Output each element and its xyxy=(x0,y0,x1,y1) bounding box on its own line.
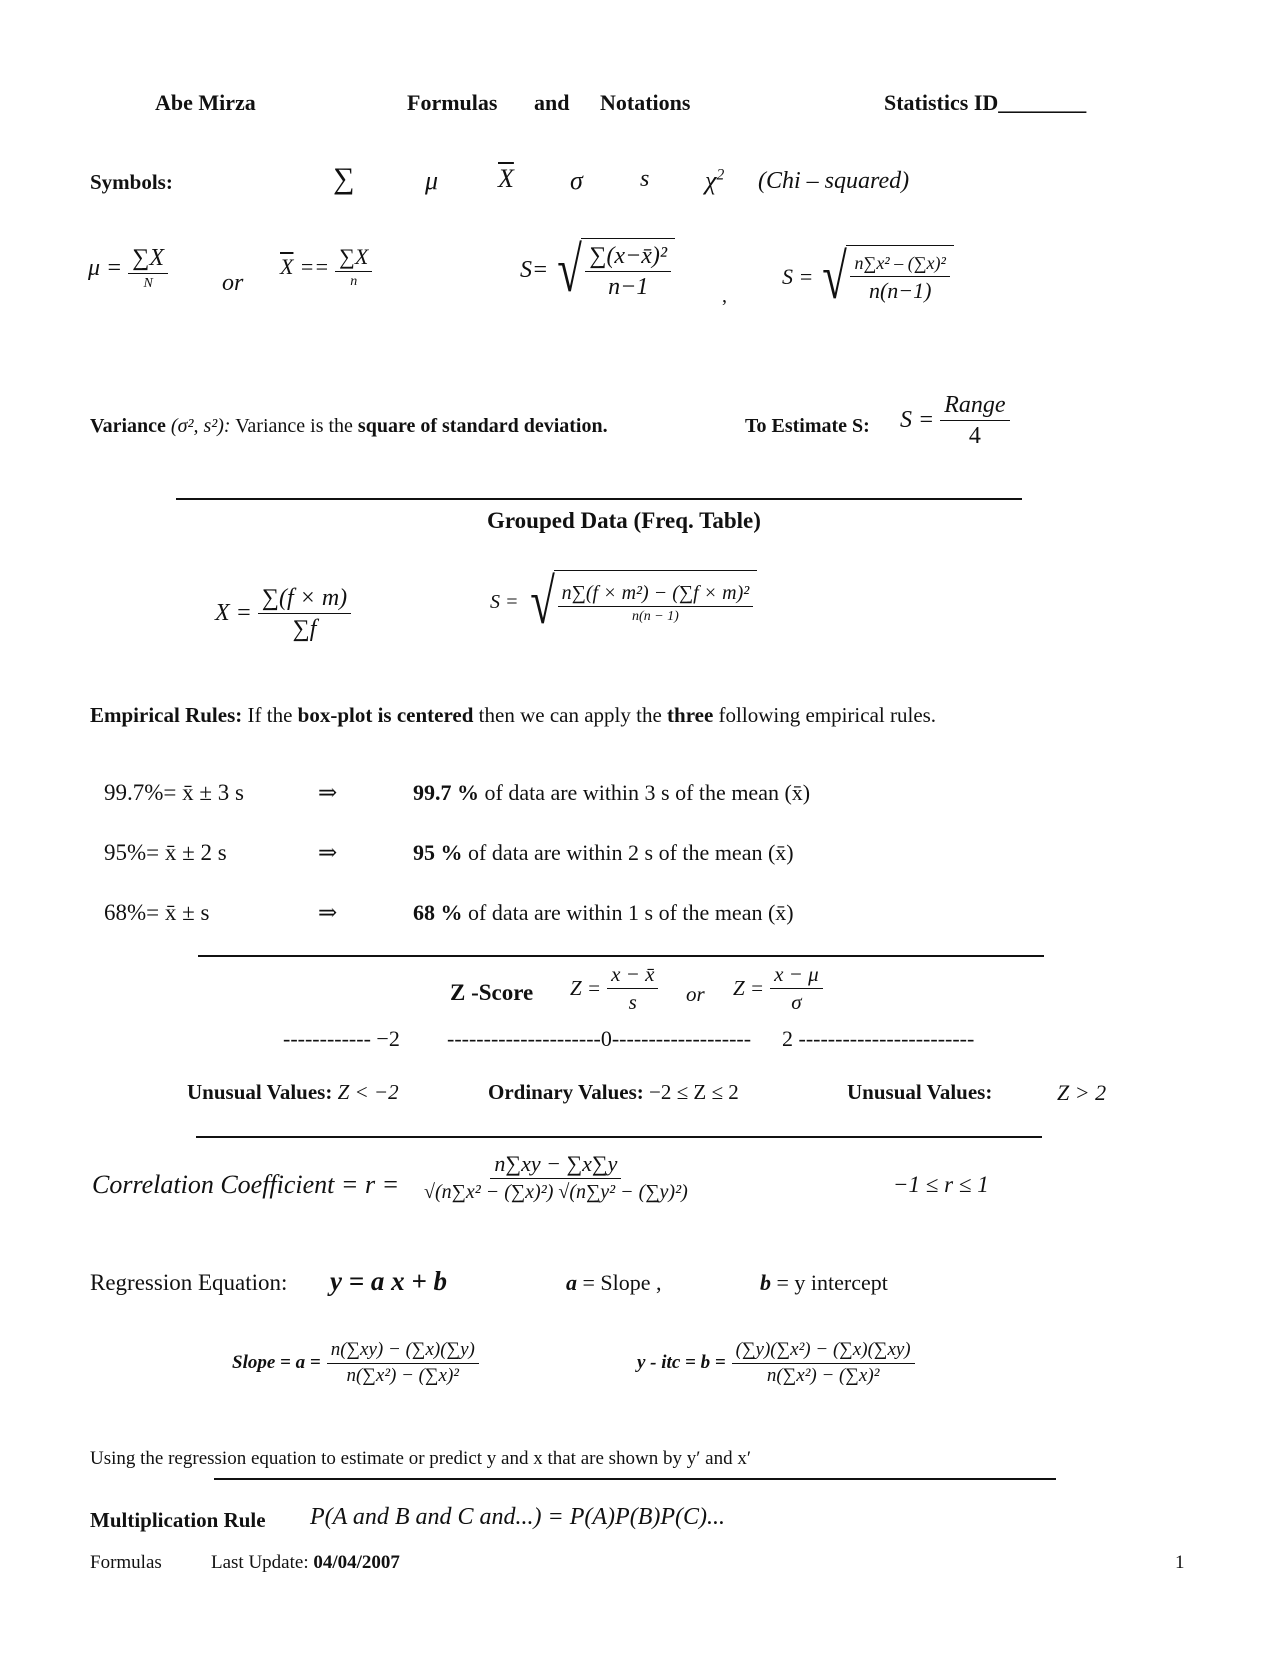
unusual-low: Unusual Values: Z < −2 xyxy=(187,1080,399,1104)
unusual-high-label: Unusual Values: xyxy=(847,1080,993,1104)
prediction-note: Using the regression equation to estimate or predict y and x that are shown by y′ and x′ xyxy=(90,1448,752,1469)
multiplication-formula: P(A and B and C and...) = P(A)P(B)P(C)... xyxy=(310,1504,725,1530)
rule-68-text: 68 % of data are within 1 s of the mean (x̄) xyxy=(413,900,794,925)
s-symbol: s xyxy=(640,166,650,192)
unusual-high-expr: Z > 2 xyxy=(1057,1080,1107,1105)
rule-95-formula: 95%= x̄ ± 2 s xyxy=(104,840,227,865)
zscore-sample-formula: Z = $\frac{x - x̄}{s}$ xyxy=(570,963,658,1014)
divider-zscore xyxy=(198,955,1044,957)
population-mean-formula: μ = $\frac{\sum X}{N}$ xyxy=(88,245,168,292)
zscale-right: 2 ------------------------ xyxy=(782,1026,975,1051)
intercept-definition: b = y intercept xyxy=(760,1270,888,1295)
ordinary-values: Ordinary Values: −2 ≤ Z ≤ 2 xyxy=(488,1080,739,1104)
correlation-label: Correlation Coefficient = r = xyxy=(92,1170,400,1199)
footer-last-update: Last Update: 04/04/2007 xyxy=(211,1552,400,1573)
divider-grouped xyxy=(176,498,1022,500)
estimate-s-label: To Estimate S: xyxy=(745,415,870,437)
page-number: 1 xyxy=(1175,1552,1185,1573)
author-name: Abe Mirza xyxy=(155,90,256,115)
mu-symbol: μ xyxy=(425,166,439,195)
sample-sd-shortcut-formula: S = √ $\frac{\text{n∑x² – (∑x)²}}{n(n-1)}$ xyxy=(782,245,954,309)
grouped-data-title: Grouped Data (Freq. Table) xyxy=(487,508,761,533)
sample-sd-formula: S= √ $\frac{\text{∑(x−x̄)²}}{n-1}$ xyxy=(520,238,675,302)
grouped-sd-formula: S = √ $\frac{\text{n∑(f × m²) − (∑f × m)²}}{n(n - 1)}$ xyxy=(490,570,757,634)
slope-formula: Slope = a = $\frac{n(\sum xy) - (\sum x)(\sum y)}{\text{n(∑x²) − (∑x)²}}$ xyxy=(232,1340,479,1387)
sample-mean-formula: $\overline{X}$ == $\frac{\sum X}{n}$ xyxy=(280,245,372,290)
or-text: or xyxy=(222,270,244,296)
rule-997-formula: 99.7%= x̄ ± 3 s xyxy=(104,780,244,805)
chi-squared-label: (Chi – squared) xyxy=(758,168,910,194)
sigma-symbol: σ xyxy=(570,166,583,195)
rule-68-formula: 68%= x̄ ± s xyxy=(104,900,210,925)
footer-formulas: Formulas xyxy=(90,1552,162,1573)
slope-definition: a = Slope , xyxy=(566,1270,662,1295)
rule-95-arrow: ⇒ xyxy=(318,840,338,865)
course-id: Statistics ID________ xyxy=(884,90,1087,115)
zscale-left: ------------ −2 xyxy=(283,1026,400,1051)
rule-997-text: 99.7 % of data are within 3 s of the mean (x̄) xyxy=(413,780,811,805)
grouped-mean-formula: X = $\frac{\sum(f \times m)}{\sum f}$ xyxy=(215,585,351,643)
zscale-middle: ---------------------0------------------- xyxy=(447,1026,752,1051)
regression-equation: y = a x + b xyxy=(330,1266,448,1296)
xbar-symbol: $\overline{X}$ xyxy=(498,164,514,193)
divider-correlation xyxy=(196,1136,1042,1138)
title-word-formulas: Formulas xyxy=(407,90,498,115)
title-word-notations: Notations xyxy=(600,90,691,115)
sum-symbol: ∑ xyxy=(333,162,355,195)
title-word-and: and xyxy=(534,90,570,115)
divider-multiplication xyxy=(214,1478,1056,1480)
estimate-s-formula: S = $\frac{\text{Range}}{4}$ xyxy=(900,392,1010,450)
zscore-or: or xyxy=(686,982,705,1006)
rule-95-text: 95 % of data are within 2 s of the mean (x̄) xyxy=(413,840,794,865)
rule-997-arrow: ⇒ xyxy=(318,780,338,805)
regression-label: Regression Equation: xyxy=(90,1270,288,1295)
correlation-formula: $\frac{n\sum xy - \sum x\sum y}{\text{√(n∑x² − (∑x)²) √(n∑y² − (∑y)²)}}$ xyxy=(424,1151,688,1204)
comma-separator: , xyxy=(722,285,727,307)
symbols-label: Symbols: xyxy=(90,170,173,194)
rule-68-arrow: ⇒ xyxy=(318,900,338,925)
zscore-label: Z -Score xyxy=(450,980,534,1005)
correlation-range: −1 ≤ r ≤ 1 xyxy=(893,1172,989,1197)
empirical-intro: Empirical Rules: If the box-plot is centered then we can apply the three following empirical rules. xyxy=(90,703,937,727)
chi-symbol: $\chi^2$ xyxy=(705,166,725,195)
variance-line: Variance (σ², s²): Variance is the square of standard deviation. xyxy=(90,415,608,437)
multiplication-label: Multiplication Rule xyxy=(90,1508,266,1532)
intercept-formula: y - itc = b = $\frac{\text{(∑y)(∑x²) − (∑x)(∑xy)}}{\text{n(∑x²) − (∑x)²}}$ xyxy=(637,1340,915,1387)
zscore-population-formula: Z = $\frac{x - \mu}{\sigma}$ xyxy=(733,963,823,1014)
